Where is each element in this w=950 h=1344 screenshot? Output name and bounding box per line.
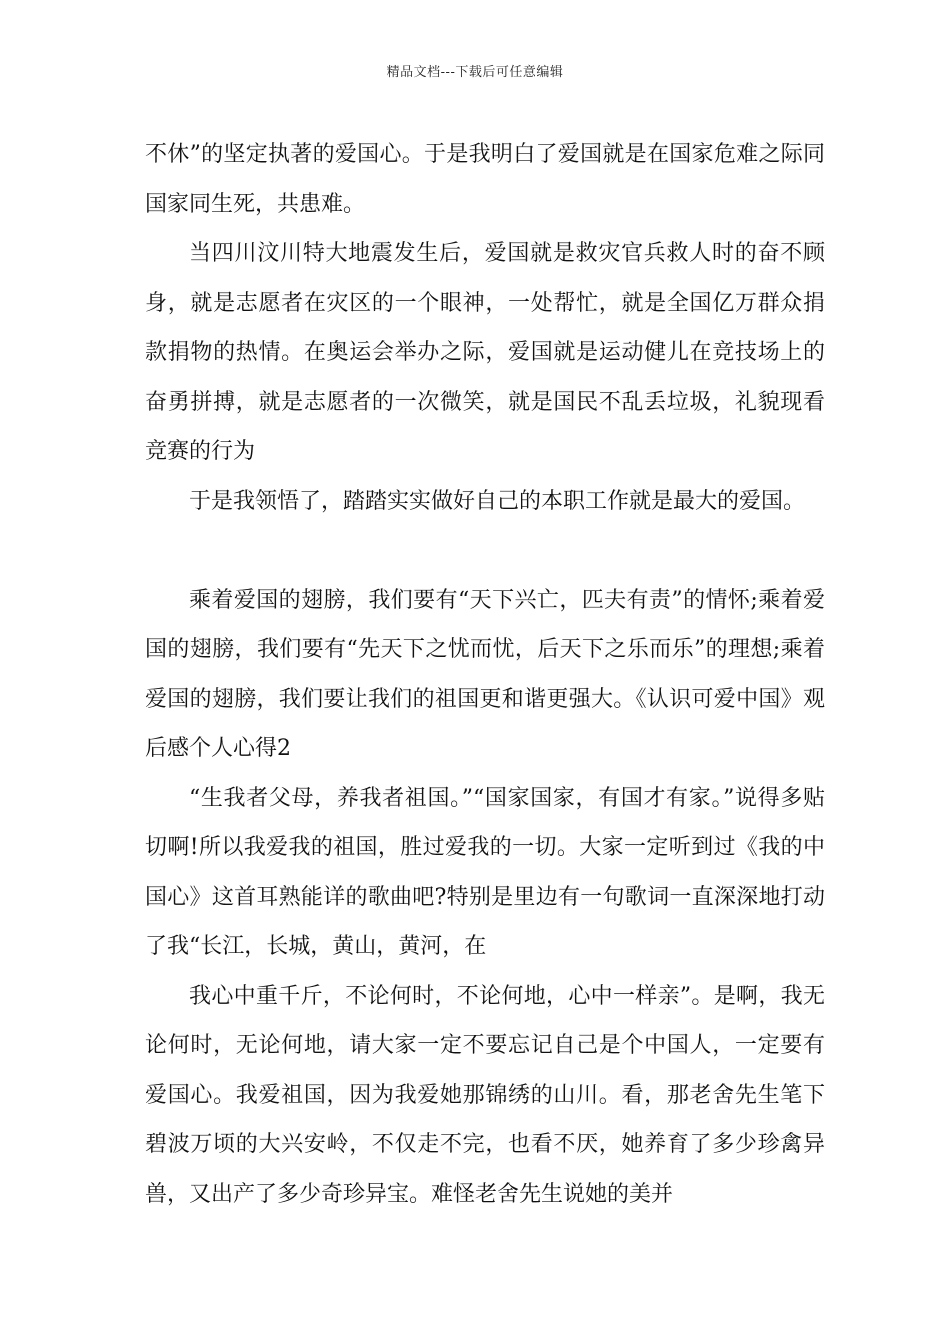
paragraph-5: “生我者父母，养我者祖国。”“国家国家，有国才有家。”说得多贴切啊!所以我爱我的祖国，胜过爱我的一切。大家一定听到过《我的中国心》这首耳熟能详的歌曲吧?特别是里边有一句歌词一直深深地打动了我“长江，长城，黄山，黄河，在 <box>145 785 825 959</box>
paragraph-gap <box>145 526 825 576</box>
document-body <box>145 130 825 1219</box>
paragraph-3: 于是我领悟了，踏踏实实做好自己的本职工作就是最大的爱国。 <box>189 488 806 514</box>
paragraph-6: 我心中重千斤，不论何时，不论何地，心中一样亲”。是啊，我无论何时，无论何地，请大家一定不要忘记自己是个中国人，一定要有爱国心。我爱祖国，因为我爱她那锦绣的山川。看，那老舍先生笔下碧波万顷的大兴安岭，不仅走不完，也看不厌，她养育了多少珍禽异兽，又出产了多少奇珍异宝。难怪老舍先生说她的美并 <box>145 983 825 1207</box>
paragraph-4: 乘着爱国的翅膀，我们要有“天下兴亡，匹夫有责”的情怀;乘着爱国的翅膀，我们要有“先天下之忧而忧，后天下之乐而乐”的理想;乘着爱国的翅膀，我们要让我们的祖国更和谐更强大。《认识可爱中国》观后感个人心得2 <box>145 587 825 761</box>
page-header: 精品文档---下载后可任意编辑 <box>386 65 564 80</box>
paragraph-1: 不休”的坚定执著的爱国心。于是我明白了爱国就是在国家危难之际同国家同生死，共患难。 <box>145 142 825 217</box>
paragraph-2: 当四川汶川特大地震发生后，爱国就是救灾官兵救人时的奋不顾身，就是志愿者在灾区的一个眼神，一处帮忙，就是全国亿万群众捐款捐物的热情。在奥运会举办之际，爱国就是运动健儿在竞技场上的奋勇拼搏，就是志愿者的一次微笑，就是国民不乱丢垃圾，礼貌现看竞赛的行为 <box>145 241 825 464</box>
